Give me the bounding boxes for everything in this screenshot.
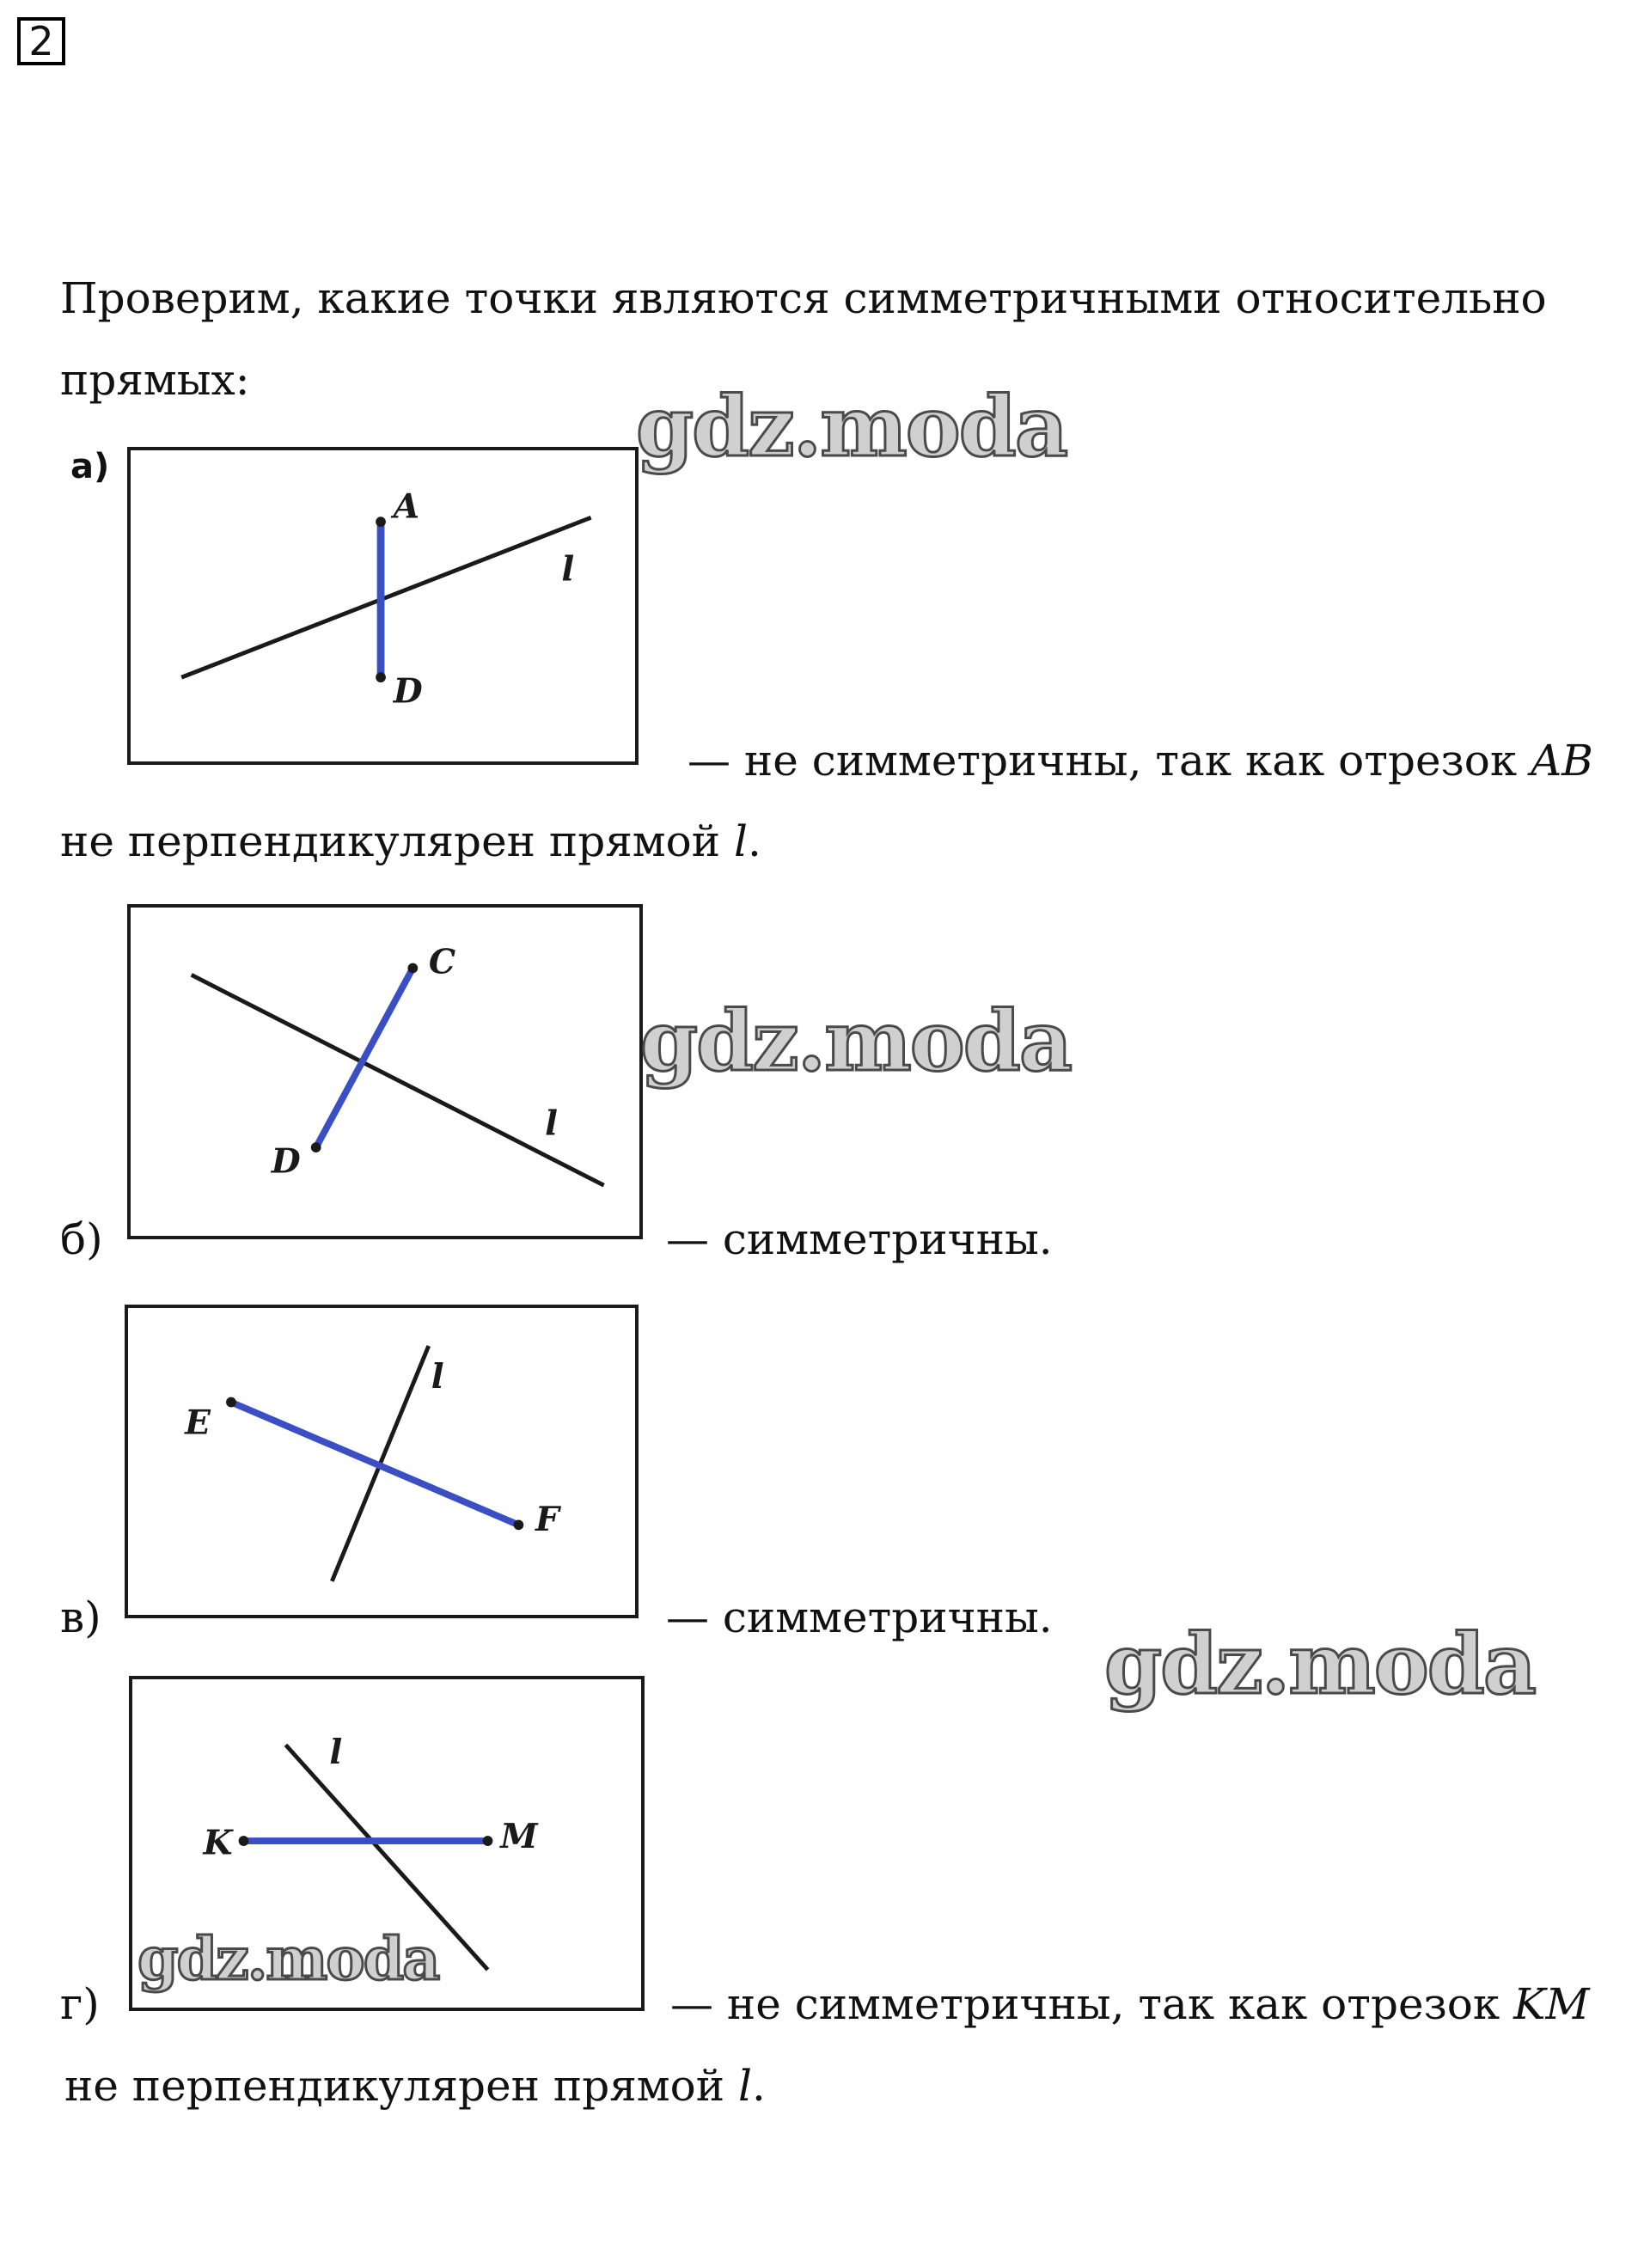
part-v-label: в) (60, 1592, 101, 1642)
watermark-1: gdz.moda (636, 378, 1067, 475)
figure-v (125, 1305, 639, 1618)
part-g-cont (64, 2063, 766, 2110)
part-v-result: — симметричны. (666, 1592, 1053, 1642)
point-m (483, 1836, 493, 1846)
part-b-label: б) (60, 1214, 103, 1264)
intro-line-2: прямых: (60, 355, 250, 405)
point-k (239, 1836, 249, 1846)
part-g-line: l (737, 2061, 752, 2111)
figure-a (127, 447, 639, 765)
point-a (376, 517, 386, 527)
part-g-segment: KM (1513, 1979, 1590, 2029)
point-d (376, 672, 386, 682)
part-a-segment: AB (1531, 736, 1593, 786)
point-c-label: C (428, 942, 456, 982)
part-g-cont-text: не перпендикулярен прямой (64, 2061, 738, 2111)
part-a-label: а) (70, 447, 110, 486)
figure-b (127, 904, 643, 1239)
figure-b-drawing (131, 908, 639, 1236)
figure-v-drawing (128, 1308, 635, 1615)
watermark-3: gdz.moda (1104, 1616, 1536, 1713)
line-l-a (181, 517, 590, 677)
part-a-cont-text: не перпендикулярен прямой (60, 816, 734, 866)
part-a-result-text: — не симметричны, так как отрезок (688, 736, 1531, 786)
point-a-label: A (393, 486, 420, 527)
point-f-label: F (535, 1500, 559, 1540)
part-a-line: l (733, 816, 748, 866)
task-number: 2 (17, 17, 65, 65)
point-c (407, 963, 418, 974)
part-g-result-text: — не симметричны, так как отрезок (670, 1979, 1514, 2029)
point-k-label: K (203, 1823, 233, 1863)
segment-cd (316, 969, 413, 1148)
point-d-label: D (393, 671, 423, 712)
part-g-end: . (751, 2061, 766, 2111)
point-e (226, 1397, 236, 1408)
part-g-label: г) (60, 1979, 100, 2029)
part-a-result (688, 737, 1593, 785)
watermark-2: gdz.moda (640, 993, 1072, 1090)
intro-line-1: Проверим, какие точки являются симметричными относительно (60, 273, 1547, 323)
point-d-b-label: D (271, 1141, 301, 1182)
point-e-label: E (185, 1403, 211, 1443)
line-l-b (192, 975, 604, 1185)
part-a-cont (60, 818, 761, 865)
line-b-label: l (545, 1103, 558, 1144)
point-m-label: M (500, 1816, 538, 1856)
watermark-4: gdz.moda (138, 1925, 439, 1994)
part-g-result (670, 1981, 1590, 2028)
figure-a-drawing (131, 450, 635, 761)
point-f (514, 1519, 524, 1530)
line-a-label: l (561, 549, 575, 590)
part-a-end: . (747, 816, 761, 866)
line-v-label: l (431, 1356, 444, 1397)
segment-ef (231, 1403, 519, 1525)
point-d-b (311, 1142, 321, 1152)
line-g-label: l (329, 1732, 343, 1772)
part-b-result: — симметричны. (666, 1214, 1053, 1264)
